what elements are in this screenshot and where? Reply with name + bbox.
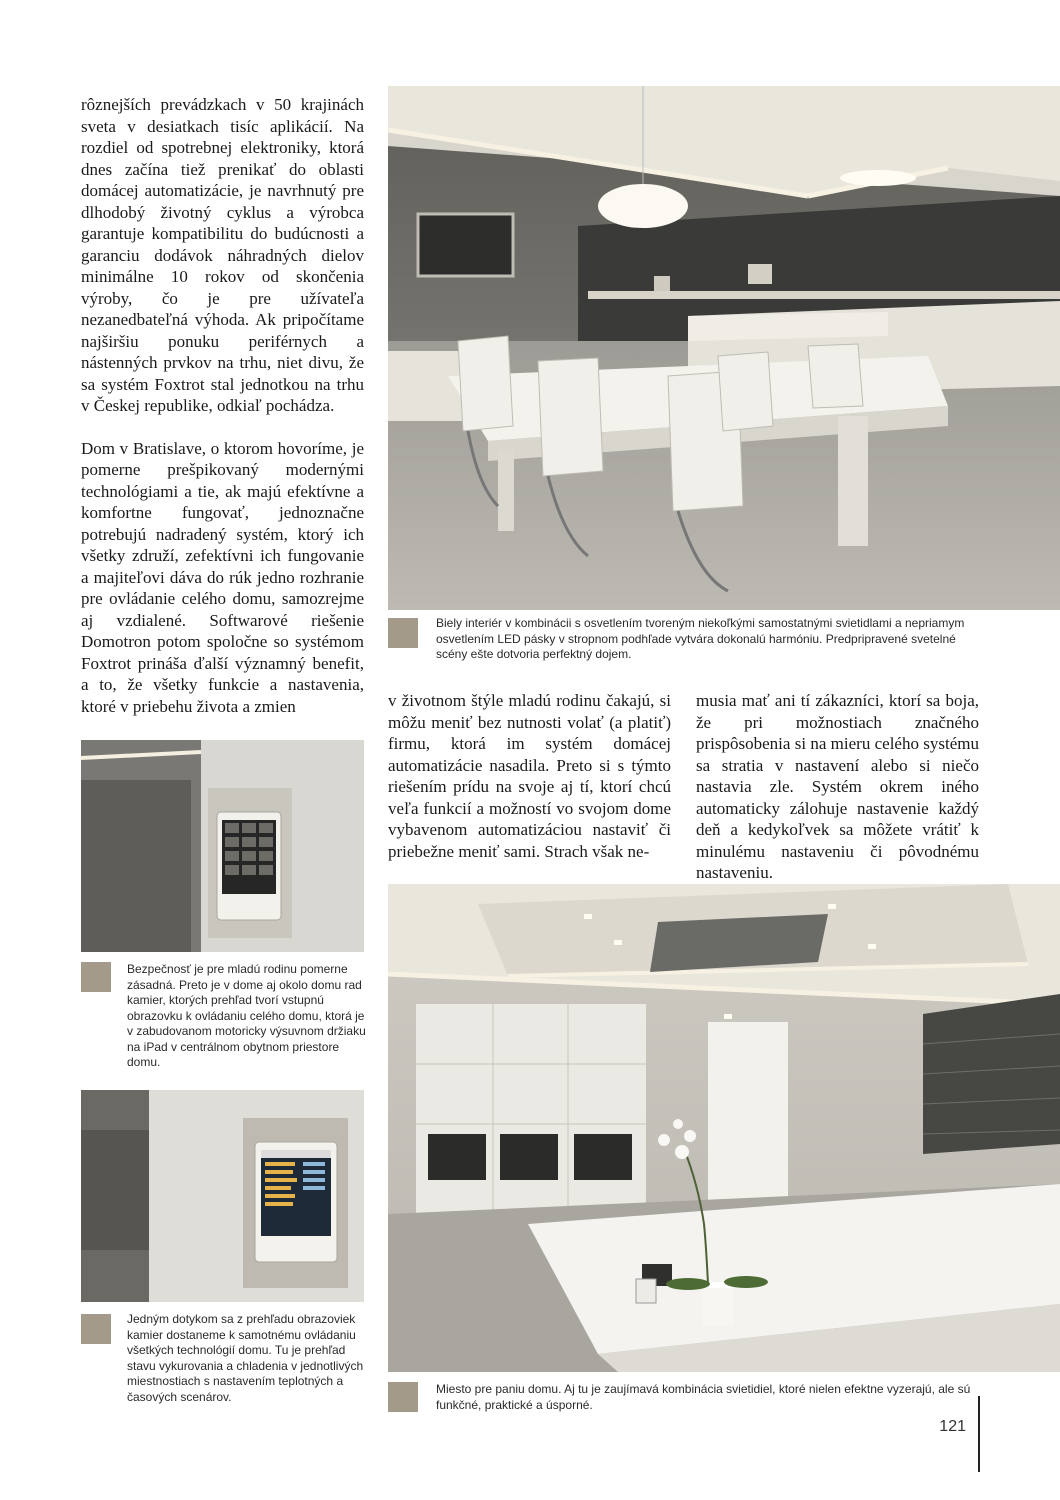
tablet-heating-photo bbox=[81, 1090, 364, 1302]
page-number: 121 bbox=[939, 1418, 966, 1435]
kitchen-photo bbox=[388, 884, 1060, 1372]
paragraph: v životnom štýle mladú rodinu čakajú, si môžu meniť bez nutnosti volať (a platiť) firmu, ktorá im systém domácej automatizácie nasadila. Preto si s týmto riešením prídu na svoje aj tí, ktorí chcú veľa funkcií a možností vo svojom dome vybavenom automatizáciou nastaviť či priebežne meniť sami. Strach však ne- bbox=[388, 691, 671, 861]
paragraph: musia mať ani tí zákazníci, ktorí sa boja, že pri možnostiach značného prispôsobenia si na mieru celého systému sa stratia v nastavení alebo si niečo nastavia zle. Systém okrem iného automaticky zálohuje nastavenie každý deň a kedykoľvek sa môžete vrátiť k minulému nastaveniu či pôvodnému nastaveniu. bbox=[696, 691, 979, 882]
caption-tablet-1: Bezpečnosť je pre mladú rodinu pomerne zásadná. Preto je v dome aj okolo domu rad kamier, ktorých prehľad tvorí vstupnú obrazovku k ovládaniu celého domu, ktorá je v zabudovanom motoricky výsuvnom držiaku na iPad v centrálnom obytnom priestore domu. bbox=[127, 962, 366, 1069]
text-column-left bbox=[81, 94, 364, 717]
caption-tablet-2: Jedným dotykom sa z prehľadu obrazoviek kamier dostaneme k samotnému ovládaniu všetkých technológií domu. Tu je prehľad stavu vykurovania a chladenia v jednotlivých miestnostiach s nastavením teplotných a časových scenárov. bbox=[127, 1312, 364, 1404]
tablet-camera-photo bbox=[81, 740, 364, 952]
paragraph: rôznejších prevádzkach v 50 krajinách sveta v desiatkach tisíc aplikácií. Na rozdiel od spotrebnej elektroniky, ktorá dnes začína tiež prenikať do oblasti domácej automatizácie, je navrhnutý pre dlhodobý životný cyklus a výrobca garantuje kompatibilitu do budúcnosti a garanciu dodávok náhradných dielov minimálne 10 rokov od skončenia výroby, čo je pre užívateľa nezanedbateľná výhoda. Ak pripočítame najširšiu ponuku periférnych a nástenných prvkov na trhu, niet divu, že sa systém Foxtrot stal jednotkou na trhu v Českej republike, odkiaľ pochádza. bbox=[81, 95, 364, 415]
paragraph: Dom v Bratislave, o ktorom hovoríme, je pomerne prešpikovaný modernými technológiami a tie, ak majú efektívne a komfortne fungovať, jednoznačne potrebujú nadradený systém, ktorý ich všetky združí, zefektívni ich fungovanie a majiteľovi dáva do rúk jedno rozhranie pre ovládanie celého domu, samozrejme aj vzdialené. Softwarové riešenie Domotron potom spoločne so systémom Foxtrot prináša ďalší významný benefit, a to, že všetky funkcie a nastavenia, ktoré v priebehu života a zmien bbox=[81, 438, 364, 716]
caption-kitchen: Miesto pre paniu domu. Aj tu je zaujímavá kombinácia svietidiel, ktoré nielen efektne vyzerajú, ale sú funkčné, praktické a úsporné. bbox=[436, 1382, 971, 1412]
dining-room-photo bbox=[388, 86, 1060, 610]
text-column-middle bbox=[388, 690, 671, 862]
caption-dining: Biely interiér v kombinácii s osvetlením tvoreným niekoľkými samostatnými svietidlami a nepriamym osvetlením LED pásky v stropnom podhľade vytvára dokonalú harmóniu. Predpripravené svetelné scény ešte dotvoria perfektný dojem. bbox=[436, 616, 965, 661]
caption-marker bbox=[81, 1314, 111, 1344]
caption-marker bbox=[388, 618, 418, 648]
caption-marker bbox=[81, 962, 111, 992]
text-column-right bbox=[696, 690, 979, 884]
page-number-rule bbox=[978, 1396, 980, 1472]
caption-marker bbox=[388, 1382, 418, 1412]
